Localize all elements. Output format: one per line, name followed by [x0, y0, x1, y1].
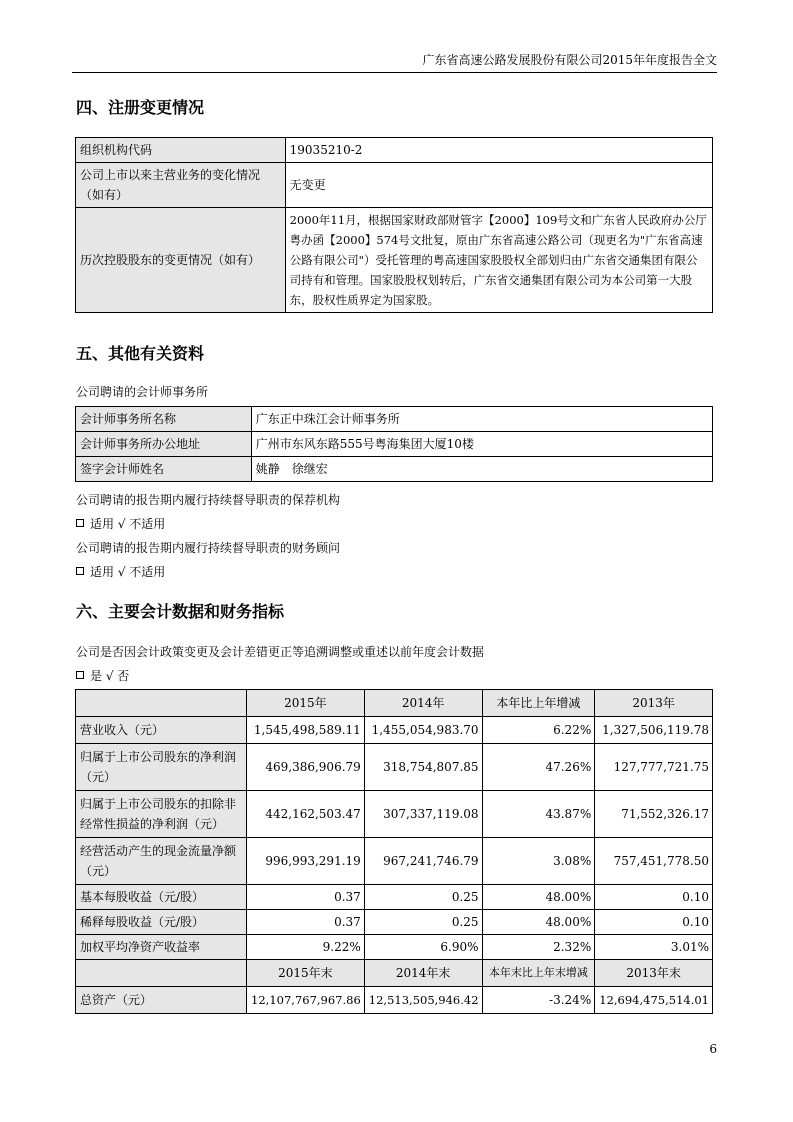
table-cell: 1,455,054,983.70 — [364, 717, 482, 744]
table-cell: 307,337,119.08 — [364, 791, 482, 838]
table-header-cell — [76, 960, 247, 987]
table-label-cell: 会计师事务所名称 — [76, 407, 252, 432]
table-cell: 0.10 — [595, 910, 713, 935]
table-header-cell: 本年比上年增减 — [482, 690, 595, 717]
section4-heading: 四、注册变更情况 — [76, 98, 205, 117]
table-cell: 9.22% — [247, 935, 365, 960]
table-value-cell: 2000年11月，根据国家财政部财管字【2000】109号文和广东省人民政府办公厅粤办函【2000】574号文批复，原由广东省高速公路公司（现更名为"广东省高速公路有限公司"）受托管理的粤高速国家股股权全部划归由广东省交通集团有限公司持有和管理。国家股股权划转后，广东省交通集团有限公司为本公司第一大股东，股权性质界定为国家股。 — [285, 208, 712, 313]
table-cell: 318,754,807.85 — [364, 744, 482, 791]
table-label-cell: 总资产（元） — [76, 987, 247, 1014]
table-row — [76, 138, 713, 163]
table-cell: 47.26% — [482, 744, 595, 791]
table-label-cell: 归属于上市公司股东的净利润（元） — [76, 744, 247, 791]
section5-heading: 五、其他有关资料 — [76, 344, 205, 363]
table-header-cell: 本年末比上年末增减 — [482, 960, 595, 987]
table-label-cell: 基本每股收益（元/股） — [76, 885, 247, 910]
table-cell: 48.00% — [482, 885, 595, 910]
table-label-cell: 稀释每股收益（元/股） — [76, 910, 247, 935]
table-row — [76, 744, 713, 791]
table-cell: 1,327,506,119.78 — [595, 717, 713, 744]
table-label-cell: 历次控股股东的变更情况（如有） — [76, 208, 286, 313]
table-cell: -3.24% — [482, 987, 595, 1014]
table-cell: 12,513,505,946.42 — [364, 987, 482, 1014]
table-header-cell — [76, 690, 247, 717]
table-value-cell: 19035210-2 — [285, 138, 712, 163]
advisor-text: 公司聘请的报告期内履行持续督导职责的财务顾问 — [76, 541, 341, 555]
table-cell: 0.37 — [247, 910, 365, 935]
restatement-intro: 公司是否因会计政策变更及会计差错更正等追溯调整或重述以前年度会计数据 — [76, 645, 485, 659]
table-cell: 0.10 — [595, 885, 713, 910]
table-cell: 12,694,475,514.01 — [595, 987, 713, 1014]
checkbox-icon — [76, 671, 84, 679]
table-cell: 1,545,498,589.11 — [247, 717, 365, 744]
table-header-cell: 2015年末 — [247, 960, 365, 987]
table-row — [76, 163, 713, 208]
sponsor-option — [76, 516, 165, 532]
table-label-cell: 组织机构代码 — [76, 138, 286, 163]
table-cell: 967,241,746.79 — [364, 838, 482, 885]
table-row — [76, 935, 713, 960]
table-row — [76, 838, 713, 885]
table-cell: 757,451,778.50 — [595, 838, 713, 885]
table-cell: 48.00% — [482, 910, 595, 935]
table-row — [76, 885, 713, 910]
table-label-cell: 公司上市以来主营业务的变化情况（如有） — [76, 163, 286, 208]
table-label-cell: 营业收入（元） — [76, 717, 247, 744]
table-value-cell: 无变更 — [285, 163, 712, 208]
table-row — [76, 407, 713, 432]
table-cell: 127,777,721.75 — [595, 744, 713, 791]
table-row — [76, 791, 713, 838]
table-row — [76, 432, 713, 457]
document-header: 广东省高速公路发展股份有限公司2015年年度报告全文 — [422, 53, 717, 67]
table-label-cell: 经营活动产生的现金流量净额（元） — [76, 838, 247, 885]
table-header-row — [76, 960, 713, 987]
table-header-cell: 2015年 — [247, 690, 365, 717]
page-number: 6 — [709, 1042, 717, 1056]
table-cell: 6.90% — [364, 935, 482, 960]
table-value-cell: 姚静 徐继宏 — [251, 457, 712, 482]
table-cell: 0.25 — [364, 885, 482, 910]
table-row — [76, 987, 713, 1014]
table-row — [76, 717, 713, 744]
restatement-option — [76, 668, 129, 684]
table-cell: 469,386,906.79 — [247, 744, 365, 791]
table-header-cell: 2013年末 — [595, 960, 713, 987]
advisor-option — [76, 564, 165, 580]
table-cell: 3.08% — [482, 838, 595, 885]
financial-table — [75, 689, 713, 1014]
table-cell: 442,162,503.47 — [247, 791, 365, 838]
table-label-cell: 加权平均净资产收益率 — [76, 935, 247, 960]
advisor-option-label: 适用 √ 不适用 — [90, 565, 166, 579]
section6-heading: 六、主要会计数据和财务指标 — [76, 602, 285, 621]
table-row — [76, 208, 713, 313]
sponsor-text: 公司聘请的报告期内履行持续督导职责的保荐机构 — [76, 493, 341, 507]
checkbox-icon — [76, 519, 84, 527]
table-label-cell: 签字会计师姓名 — [76, 457, 252, 482]
header-divider — [72, 72, 717, 73]
table-row — [76, 457, 713, 482]
table-cell: 12,107,767,967.86 — [247, 987, 365, 1014]
table-header-row — [76, 690, 713, 717]
table-cell: 0.37 — [247, 885, 365, 910]
table-cell: 3.01% — [595, 935, 713, 960]
table-cell: 6.22% — [482, 717, 595, 744]
auditor-table — [75, 406, 713, 482]
auditor-intro: 公司聘请的会计师事务所 — [76, 385, 209, 399]
table-header-cell: 2013年 — [595, 690, 713, 717]
sponsor-option-label: 适用 √ 不适用 — [90, 517, 166, 531]
table-cell: 996,993,291.19 — [247, 838, 365, 885]
table-value-cell: 广州市东风东路555号粤海集团大厦10楼 — [251, 432, 712, 457]
table-header-cell: 2014年末 — [364, 960, 482, 987]
table-header-cell: 2014年 — [364, 690, 482, 717]
registration-table — [75, 137, 713, 313]
restatement-option-label: 是 √ 否 — [90, 669, 130, 683]
table-row — [76, 910, 713, 935]
table-cell: 0.25 — [364, 910, 482, 935]
checkbox-icon — [76, 567, 84, 575]
table-cell: 2.32% — [482, 935, 595, 960]
table-cell: 43.87% — [482, 791, 595, 838]
table-cell: 71,552,326.17 — [595, 791, 713, 838]
table-value-cell: 广东正中珠江会计师事务所 — [251, 407, 712, 432]
table-label-cell: 会计师事务所办公地址 — [76, 432, 252, 457]
table-label-cell: 归属于上市公司股东的扣除非经常性损益的净利润（元） — [76, 791, 247, 838]
